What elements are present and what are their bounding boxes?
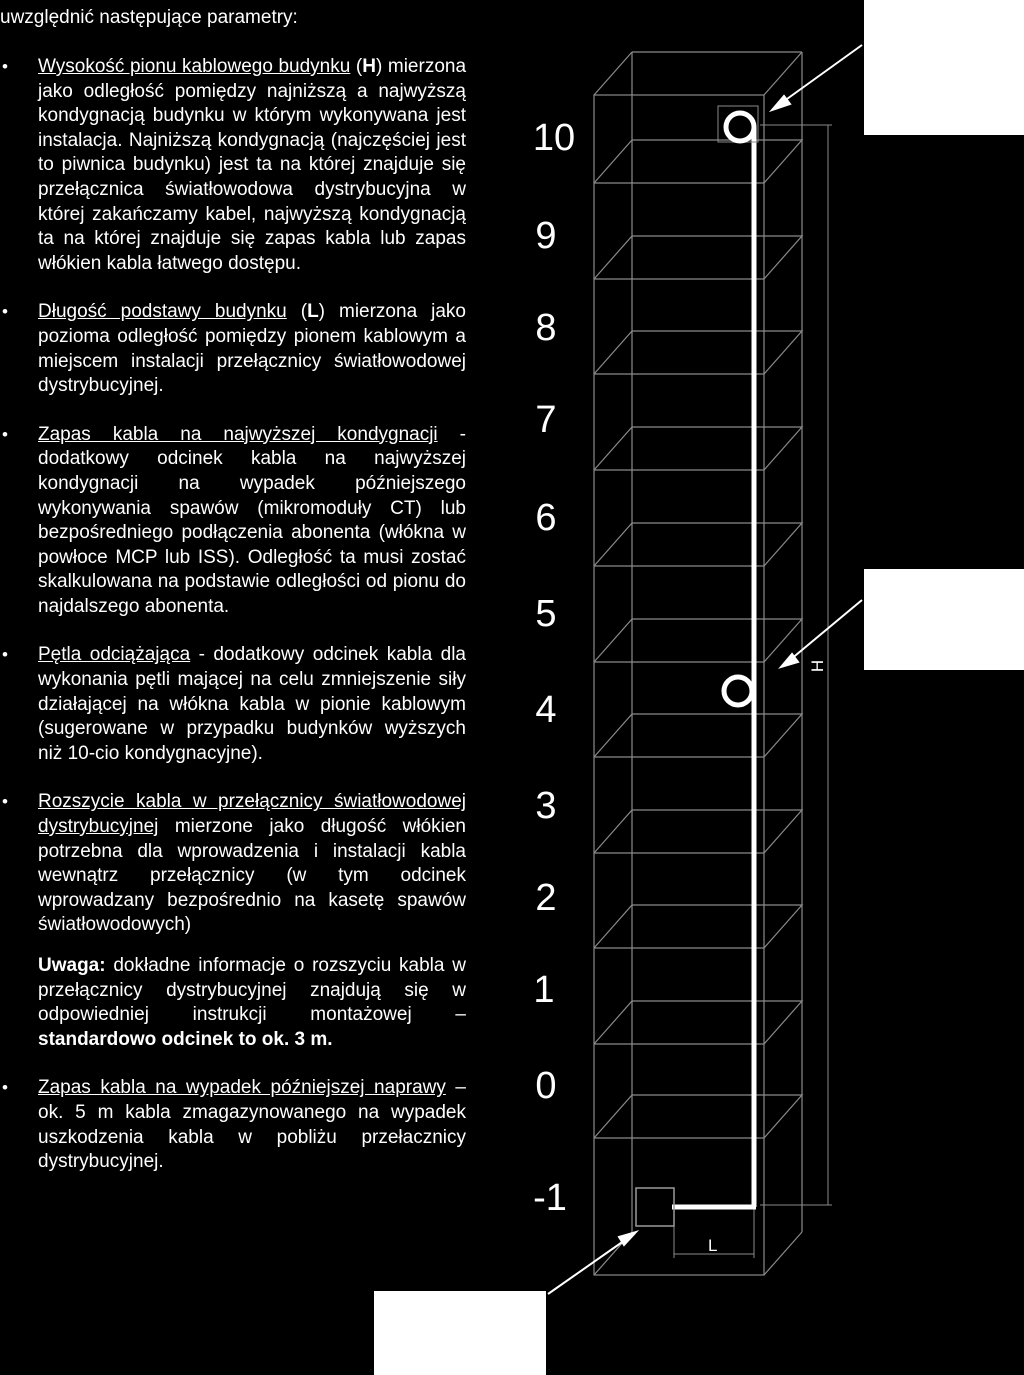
bullet-icon: • — [2, 645, 8, 665]
item-heading: Długość podstawy budynku — [38, 301, 287, 323]
floor-label: 4 — [535, 689, 557, 731]
item-heading: Pętla odciążająca — [38, 644, 191, 666]
bullet-icon: • — [2, 424, 8, 444]
floor-label: -1 — [533, 1177, 567, 1219]
floor-slab — [594, 714, 802, 757]
note-text: dokładne informacje o rozszyciu kabla w przełącznicy dystrybucyjnej znajdują się w odpowiedniej instrukcji montażowej – — [38, 955, 466, 1026]
dimension-l-label: L — [708, 1236, 718, 1255]
floor-label: 8 — [535, 307, 557, 349]
symbol: H — [362, 56, 376, 77]
note-label: Uwaga: — [38, 955, 106, 976]
floor-label: 1 — [533, 969, 555, 1011]
distribution-box — [636, 1188, 674, 1226]
floor-slab — [594, 140, 802, 183]
item-text: ) mierzona jako pozioma odległość pomiędzy pionem kablowym a miejscem instalacji przełącznicy światłowodowej dystrybucyjnej. — [38, 301, 466, 397]
item-text: - dodatkowy odcinek kabla dla wykonania pętli mającej na celu zmniejszenie siły działającej na włókna kabla w pionie kablowym (sugerowane w przypadku budynków wyższych niż 10-cio kondygnacyjne). — [38, 644, 466, 764]
floor-label: 10 — [532, 117, 576, 159]
floor-slab — [594, 619, 802, 662]
cable-loop-top — [726, 113, 754, 141]
item-heading: Zapas kabla na wypadek późniejszej naprawy — [38, 1077, 446, 1099]
bullet-icon: • — [2, 302, 8, 322]
floor-label: 6 — [535, 497, 557, 539]
item-text: - dodatkowy odcinek kabla na najwyższej kondygnacji na wypadek późniejszego wykonywania spawów (mikromoduły CT) lub bezpośredniego podłączenia abonenta (włókna w powłoce MCP lub ISS). Odległość ta musi zostać skalkulowana na podstawie odległości od pionu do najdalszego abonenta. — [38, 423, 467, 617]
floor-label: 9 — [535, 215, 557, 257]
intro-text: uwzględnić następujące parametry: — [0, 7, 298, 28]
floor-slabs — [594, 140, 802, 1138]
floor-label: 7 — [535, 399, 557, 441]
symbol: L — [307, 301, 319, 323]
floor-label: 5 — [535, 593, 557, 635]
floor-label: 2 — [535, 877, 557, 919]
note-emphasis: standardowo odcinek to ok. 3 m. — [38, 1028, 333, 1050]
bullet-icon: • — [2, 792, 8, 812]
item-heading: Wysokość pionu kablowego budynku — [38, 56, 351, 77]
floor-slab — [594, 236, 802, 279]
floor-label: 3 — [535, 785, 557, 827]
callout-box-middle — [864, 569, 1024, 670]
bullet-icon: • — [2, 57, 8, 76]
bullet-icon: • — [2, 1078, 8, 1098]
paren: ( — [300, 301, 308, 323]
floor-slab — [594, 1001, 802, 1044]
paren: ( — [355, 56, 363, 77]
item-heading: Zapas kabla na najwyższej kondygnacji — [38, 423, 438, 445]
floor-slab — [594, 427, 802, 470]
dimension-h-label: H — [808, 659, 828, 673]
callout-box-bottom — [374, 1291, 546, 1375]
cable-loop-middle — [724, 677, 752, 705]
floor-label: 0 — [535, 1065, 557, 1107]
item-text: mierzone jako długość włókien potrzebna dla wprowadzenia i instalacji kabla wewnątrz przełącznicy (w tym odcinek wprowadzany bezpośrednio na kasetę spawów światłowodowych) — [38, 816, 466, 936]
floor-slab — [594, 331, 802, 374]
floor-slab — [594, 810, 802, 853]
floor-slab — [594, 905, 802, 948]
item-heading: Rozszycie kabla w przełącznicy światłowodowej dystrybucyjnej — [38, 791, 466, 838]
floor-slab — [594, 523, 802, 566]
item-text: ) mierzona jako odległość pomiędzy najniższą a najwyższą kondygnacją budynku w którym wykonywana jest instalacja. Najniższą kondygnacją (najczęściej jest to piwnica budynku) jest ta na której znajduje się przełącznica światłowodowa dystrybucyjna w której zakańczamy kabel, najwyższą kondygnacją ta na której znajduje się zapas kabla lub zapas włókien kabla łatwego dostępu. — [38, 56, 467, 274]
floor-slab — [594, 1095, 802, 1138]
callout-box-top — [864, 0, 1024, 135]
item-text: – ok. 5 m kabla zmagazynowanego na wypadek uszkodzenia kabla w pobliżu przełacznicy dystrybucyjnej. — [38, 1077, 466, 1173]
cable-riser — [672, 128, 756, 1207]
